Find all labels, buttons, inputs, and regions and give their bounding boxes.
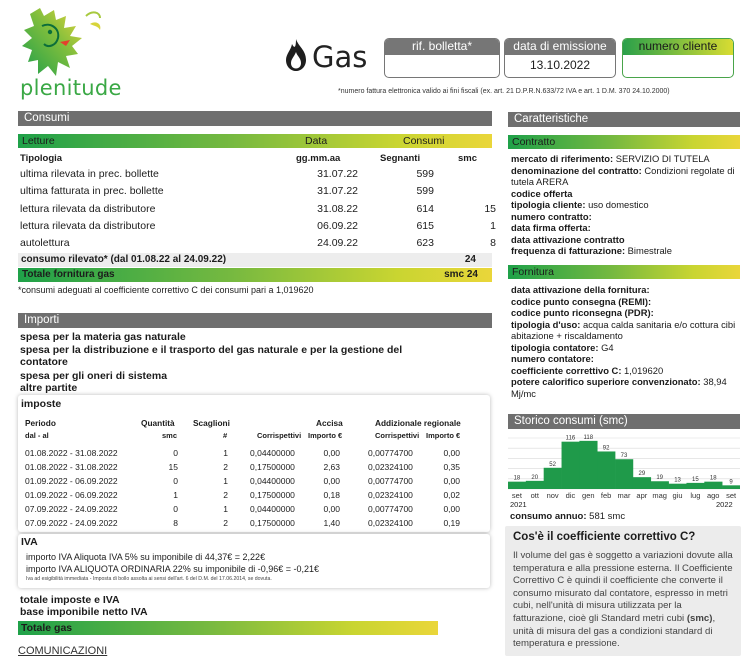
info-title: Cos'è il coefficiente correttivo C? [513,531,696,543]
row-date: 31.07.22 [317,168,358,180]
row-corrispettivo: 0,04400000 [250,448,295,458]
info-smc: (smc) [684,612,713,624]
iva-line: importo IVA Aliquota IVA 5% su imponibile di 44,37€ = 2,22€ [26,552,266,562]
x-tick-label: feb [600,491,612,500]
contratto-title: Contratto [512,136,556,148]
row-qty: 1 [173,490,178,500]
row-corrispettivo2: 0,02324100 [368,518,413,528]
consumo-annuo-value: 581 smc [586,511,626,522]
gas-flame-icon [283,38,309,72]
field-key: denominazione del contratto: [511,164,642,176]
row-importo: 0,00 [323,448,340,458]
consumo-rilevato-label: consumo rilevato* (dal 01.08.22 al 24.09.22) [21,254,227,265]
year-end-label: 2022 [716,500,733,509]
row-smc: 1 [490,220,496,232]
info-text-1: Il volume del gas è soggetto a variazioni dovute alla temperatura e alla pressione esterna. Il Coefficiente Correttivo C è quindi il coefficiente che converte il consumo misurato dal contatore, espresso in metri cubi, nell'unità di misura utilizzata per la fatturazione, cioè gli Standard metri cubi [513,550,733,624]
row-corrispettivo2: 0,02324100 [368,490,413,500]
data-emissione-value: 13.10.2022 [529,58,591,72]
row-corrispettivo: 0,17500000 [250,490,295,500]
row-period: 07.09.2022 - 24.09.2022 [25,504,118,514]
row-period: 01.09.2022 - 06.09.2022 [25,490,118,500]
field-key: data attivazione della fornitura: [511,284,650,295]
field-key: mercato di riferimento: [511,153,614,164]
row-importo2: 0,19 [443,518,460,528]
consumi-section-header: Consumi [18,111,492,126]
consumi-bar-label: Consumi [403,135,445,147]
row-segnanti: 623 [416,237,434,249]
row-importo: 0,00 [323,476,340,486]
fornitura-details [511,284,739,399]
coefficiente-info-box [505,526,741,656]
bar-value-label: 15 [692,476,699,483]
row-label: autolettura [20,237,70,249]
row-label: lettura rilevata da distributore [20,203,156,215]
field-value: 38,94 Mj/mc [511,376,727,399]
field-key: codice punto consegna (REMI): [511,295,652,307]
importi-line: altre partite [20,382,78,394]
row-label: ultima rilevata in prec. bollette [20,168,159,180]
importi-line: contatore [20,356,68,368]
x-tick-label: nov [546,491,559,500]
field-value: SERVIZIO DI TUTELA [613,153,710,164]
totale-fornitura-label: Totale fornitura gas [22,269,115,280]
storico-section-header: Storico consumi (smc) [508,414,740,429]
fornitura-item [511,307,739,319]
contratto-item [511,245,739,257]
row-segnanti: 599 [416,168,434,180]
chart-bar [579,441,597,489]
row-corrispettivo2: 0,02324100 [368,462,413,472]
bar-value-label: 13 [674,477,681,484]
row-scaglione: 1 [223,476,228,486]
contratto-item [511,211,739,223]
row-label: lettura rilevata da distributore [20,220,156,232]
fornitura-item [511,376,739,399]
totale-gas-bar [18,621,438,635]
table-row [18,166,492,183]
totale-imposte-label: totale imposte e IVA [20,594,120,606]
contratto-details [511,153,739,257]
fornitura-item [511,353,739,365]
x-tick-label: set [511,491,522,500]
smc-header: smc [458,153,478,164]
row-period: 01.09.2022 - 06.09.2022 [25,476,118,486]
row-smc: 8 [490,237,496,249]
rif-bolletta-label: rif. bolletta* [385,39,499,55]
iva-card [18,534,490,588]
importi-line: spesa per gli oneri di sistema [20,370,168,382]
totale-fornitura-bar [18,268,492,282]
row-corrispettivo2: 0,00774700 [368,504,413,514]
rif-bolletta-value [385,55,499,75]
row-corrispettivo2: 0,00774700 [368,448,413,458]
row-corrispettivo: 0,04400000 [250,476,295,486]
field-value: G4 [598,341,614,353]
bar-value-label: 18 [513,475,521,482]
bar-value-label: 92 [602,445,610,452]
consumo-rilevato-row [18,253,492,267]
x-tick-label: dic [565,491,576,500]
storico-consumi-chart [508,432,740,518]
row-importo: 0,18 [323,490,340,500]
addizionale-header: Addizionale regionale [375,418,461,428]
row-date: 31.08.22 [317,203,358,215]
service-label: Gas [312,40,368,74]
contratto-item [511,188,739,200]
table-row [18,460,490,475]
chart-bar [526,481,544,489]
row-importo2: 0,35 [443,462,460,472]
bar-value-label: 20 [531,474,539,481]
chart-bar [562,442,580,489]
brand-wordmark: plenitude [20,76,122,100]
row-corrispettivo2: 0,00774700 [368,476,413,486]
row-date: 24.09.22 [317,237,358,249]
rif-bolletta-box [384,38,500,78]
caratteristiche-section-header: Caratteristiche [508,112,740,127]
contratto-item [511,199,739,211]
row-scaglione: 2 [223,462,228,472]
data-emissione-label: data di emissione [505,39,615,55]
consumo-annuo [510,511,625,522]
field-key: tipologia d'uso: [511,318,581,330]
iva-line: importo IVA ALIQUOTA ORDINARIA 22% su imponibile di -0,96€ = -0,21€ [26,564,320,574]
row-smc: 15 [484,203,496,215]
field-key: tipologia contatore: [511,341,599,353]
bar-value-label: 118 [583,434,594,441]
row-importo2: 0,00 [443,448,460,458]
field-key: data attivazione contratto [511,233,625,245]
bar-value-label: 19 [656,475,664,482]
chart-bar [704,482,722,489]
chart-bar [686,483,704,489]
fornitura-item [511,319,739,342]
row-period: 07.09.2022 - 24.09.2022 [25,518,118,528]
table-row [18,516,490,531]
x-tick-label: lug [690,491,701,500]
letture-bar-label: Letture [22,135,55,147]
row-importo: 2,63 [323,462,340,472]
row-importo2: 0,00 [443,476,460,486]
consumo-rilevato-value: 24 [464,254,476,265]
field-key: numero contratto: [511,210,592,222]
row-corrispettivo: 0,04400000 [250,504,295,514]
row-importo2: 0,00 [443,504,460,514]
field-key: data firma offerta: [511,222,591,233]
table-row [18,474,490,489]
field-key: codice punto riconsegna (PDR): [511,307,654,318]
totale-gas-label: Totale gas [21,622,73,634]
bar-value-label: 116 [565,435,576,442]
info-text-2: , unità di misura del gas a condizioni standard di temperatura e pressione. [513,612,716,650]
contratto-item [511,153,739,165]
importi-line: spesa per la distribuzione e il trasporto del gas naturale e per la gestione del [20,344,403,356]
segnanti-header: Segnanti [380,153,421,164]
field-key: coefficiente correttivo C: [511,364,622,376]
chart-bar [597,451,615,489]
x-tick-label: gen [582,491,595,500]
x-tick-label: ago [706,491,720,500]
smc-unit-header: smc [162,431,178,440]
row-scaglione: 1 [223,504,228,514]
info-body [513,550,735,651]
field-value: Bimestrale [625,245,672,256]
comunicazioni-link[interactable]: COMUNICAZIONI [18,645,108,657]
field-value: Condizioni regolate di tutela ARERA [511,164,735,187]
contratto-item [511,234,739,246]
field-key: numero contatore: [511,353,594,364]
row-importo2: 0,02 [443,490,460,500]
numero-cliente-value [623,55,733,75]
row-segnanti: 615 [416,220,434,232]
table-row [18,201,496,218]
totale-fornitura-value: smc 24 [444,269,478,280]
x-tick-label: mar [617,491,631,500]
numero-cliente-box [622,38,734,78]
field-key: tipologia cliente: [511,199,586,210]
fiscal-note: *numero fattura elettronica valido ai fini fiscali (ex. art. 21 D.P.R.N.633/72 IVA e art. 1 D.M. 370 24.10.2000) [338,88,670,95]
data-bar-label: Data [305,135,328,147]
table-row [18,218,496,235]
row-corrispettivo: 0,17500000 [250,518,295,528]
x-tick-label: giu [672,491,683,500]
dal-al-header: dal - al [25,431,49,440]
row-qty: 8 [173,518,178,528]
imposte-subheader-row [18,429,490,444]
field-value: uso domestico [585,199,649,210]
fornitura-item [511,296,739,308]
row-date: 06.09.22 [317,220,358,232]
periodo-header: Periodo [25,418,56,428]
row-corrispettivo: 0,17500000 [250,462,295,472]
consumo-annuo-label: consumo annuo: [510,511,587,522]
corrispettivi2-header: Corrispettivi [375,431,420,440]
bar-value-label: 9 [729,479,733,486]
table-row [18,488,490,503]
chart-bar [615,459,633,489]
row-scaglione: 1 [223,448,228,458]
bar-value-label: 52 [549,461,556,468]
fornitura-item [511,342,739,354]
row-scaglione: 2 [223,518,228,528]
fornitura-item [511,284,739,296]
fornitura-title: Fornitura [512,266,555,278]
fornitura-bar [508,265,740,279]
row-importo: 0,00 [323,504,340,514]
field-key: codice offerta [511,187,573,199]
contratto-bar [508,135,740,149]
consumi-note: *consumi adeguati al coefficiente correttivo C dei consumi pari a 1,019620 [18,285,314,295]
contratto-item [511,222,739,234]
importi-section-header: Importi [18,313,492,328]
data-emissione-box [504,38,616,78]
row-segnanti: 614 [416,203,434,215]
iva-note: Iva ad esigibilità immediata - Imposta di bollo assolta ai sensi dell'art. 6 del D.M. del 17.06.2014, se dovuta. [26,576,272,582]
plenitude-logo-icon [20,6,110,78]
row-label: ultima fatturata in prec. bollette [20,185,164,197]
x-tick-label: set [726,491,737,500]
row-importo: 1,40 [323,518,340,528]
table-row [18,235,496,252]
quantita-header: Quantità [141,418,175,428]
imposte-card [18,395,490,532]
tipologia-header: Tipologia [20,153,63,164]
chart-bar [669,484,687,489]
row-qty: 0 [173,476,178,486]
field-key: frequenza di fatturazione: [511,245,626,256]
iva-title: IVA [21,536,38,548]
bar-value-label: 18 [709,475,717,482]
x-tick-label: mag [652,491,667,500]
imposte-title: imposte [21,398,62,410]
numero-cliente-label: numero cliente [623,39,733,55]
row-scaglione: 2 [223,490,228,500]
importi-line: spesa per la materia gas naturale [20,331,186,343]
importo-header: Importo € [308,431,343,440]
year-start-label: 2021 [510,500,527,509]
row-qty: 0 [173,448,178,458]
scaglioni-header: Scaglioni [193,418,230,428]
row-period: 01.08.2022 - 31.08.2022 [25,462,118,472]
chart-bar [722,485,740,489]
row-segnanti: 599 [416,185,434,197]
contratto-item [511,165,739,188]
table-row [18,502,490,517]
x-tick-label: ott [530,491,539,500]
field-key: potere calorifico superiore convenzionato: [511,376,701,387]
scaglione-num-header: # [223,431,228,440]
bar-value-label: 29 [638,471,646,478]
fornitura-item [511,365,739,377]
table-row [18,183,492,200]
accisa-header: Accisa [316,418,343,428]
corrispettivi-header: Corrispettivi [257,431,302,440]
data-format-header: gg.mm.aa [296,153,341,164]
chart-bar [633,477,651,489]
row-qty: 15 [168,462,178,472]
field-value: 1,019620 [621,364,664,376]
chart-bar [544,468,562,489]
x-tick-label: apr [636,491,648,500]
table-row [18,446,490,461]
field-value: acqua calda sanitaria e/o cottura cibi abitazione + riscaldamento [511,318,736,341]
row-date: 31.07.22 [317,185,358,197]
row-period: 01.08.2022 - 31.08.2022 [25,448,118,458]
base-imponibile-label: base imponibile netto IVA [20,606,148,618]
chart-bar [508,482,526,489]
chart-bar [651,481,669,489]
bar-value-label: 73 [620,453,628,460]
importo2-header: Importo € [426,431,461,440]
row-qty: 0 [173,504,178,514]
